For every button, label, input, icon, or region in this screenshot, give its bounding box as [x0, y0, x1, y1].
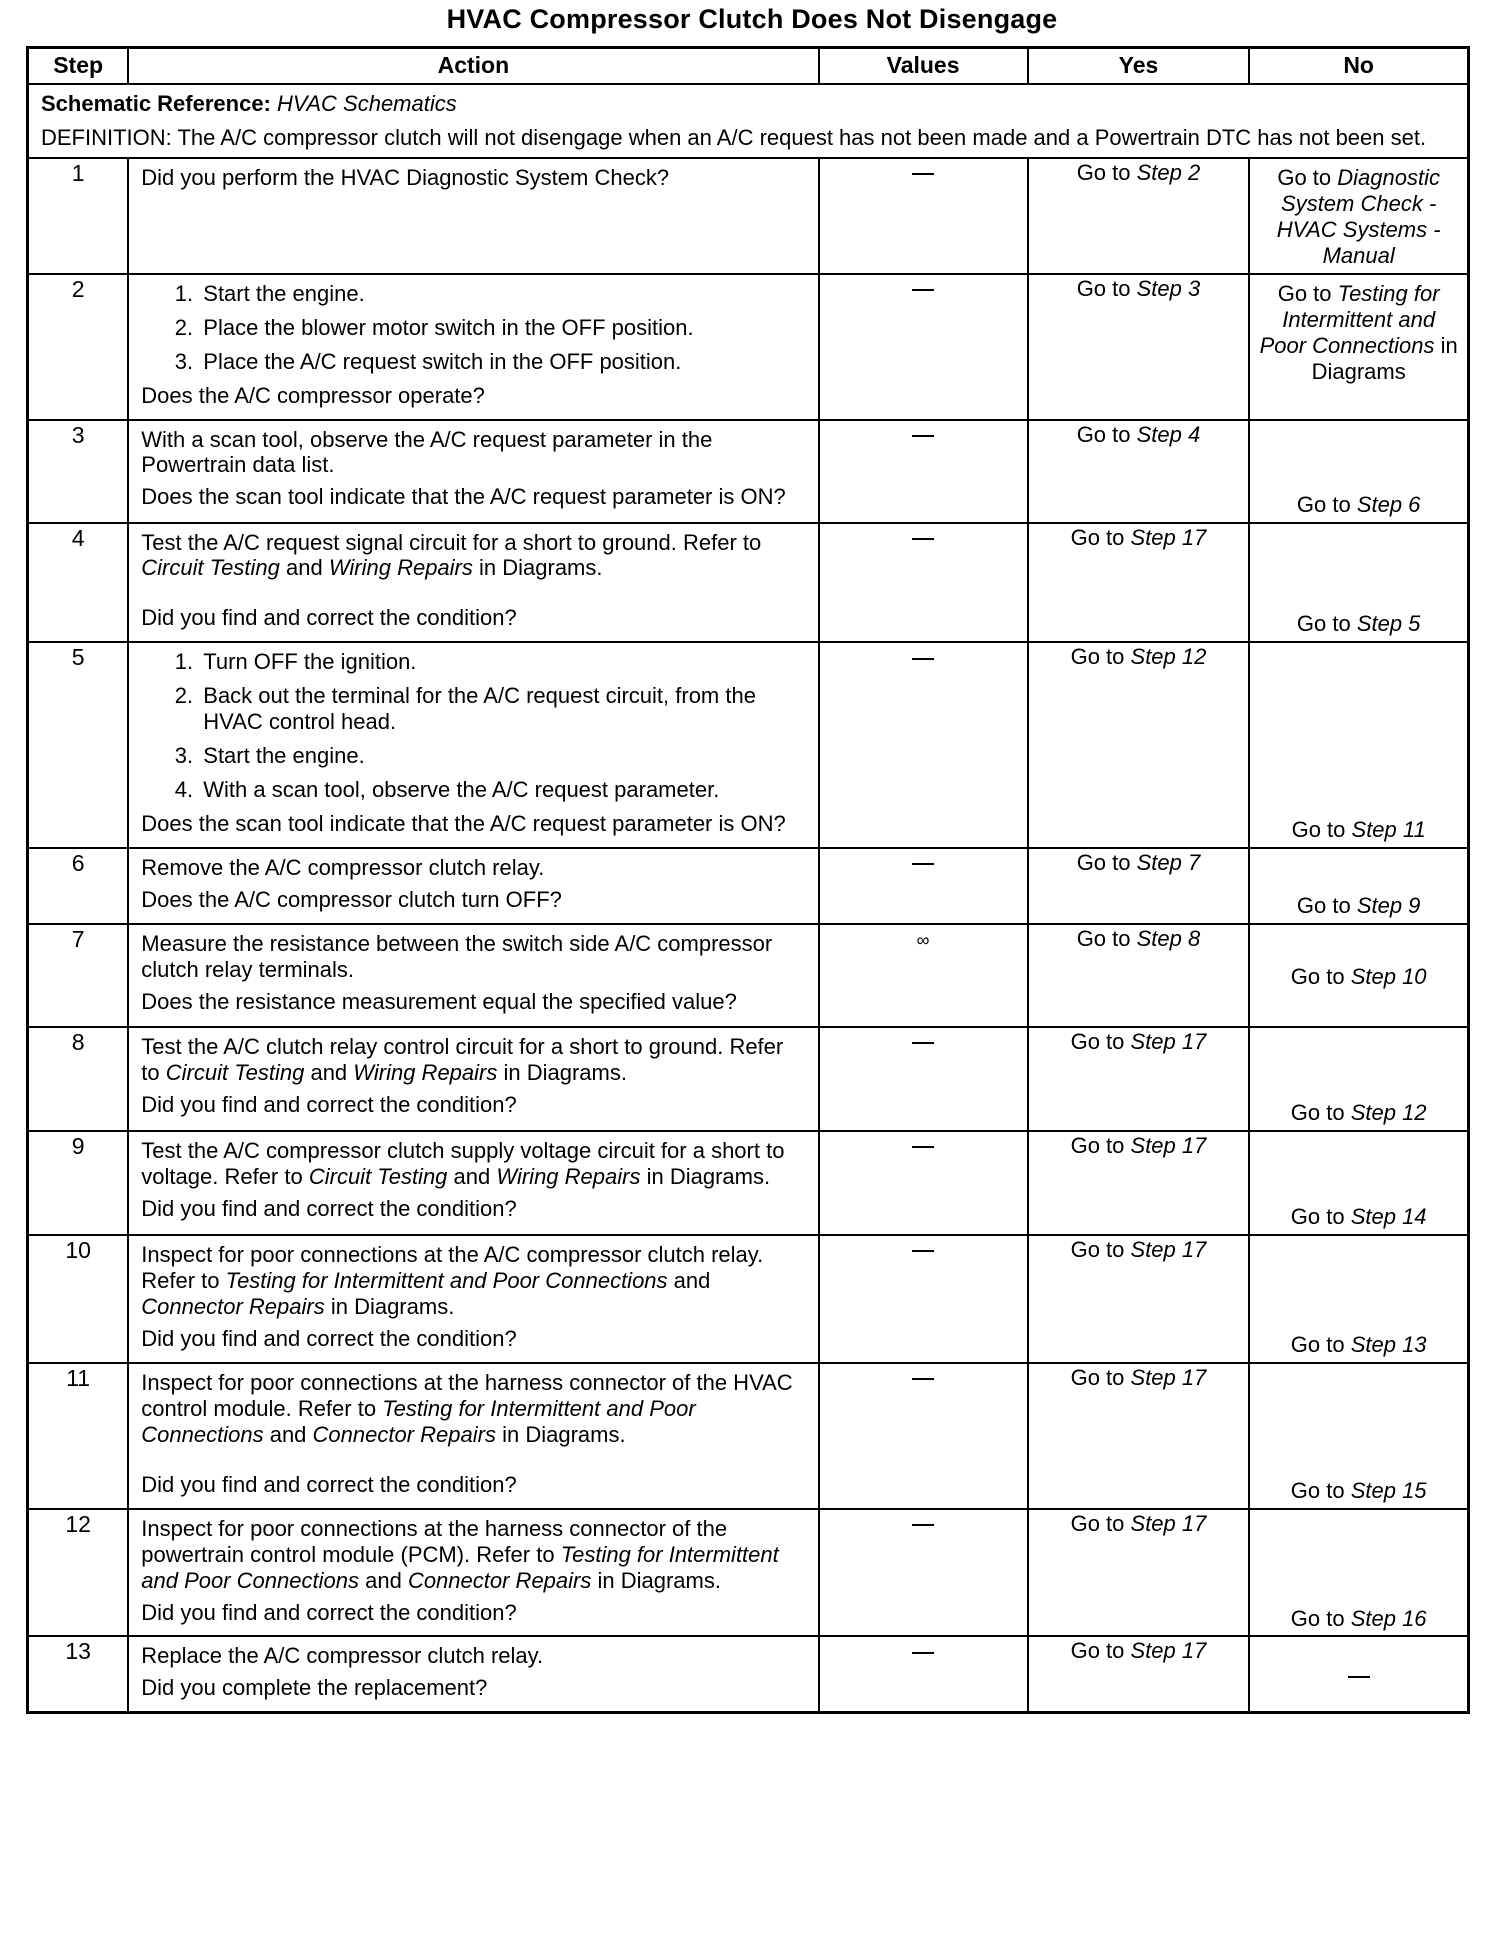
yes-cell[interactable] [1028, 642, 1250, 848]
dash-mark [912, 863, 934, 865]
dash-mark [912, 538, 934, 540]
action-cell [128, 523, 818, 643]
dash-mark [912, 1378, 934, 1380]
no-step-link[interactable]: Step 13 [1350, 1331, 1427, 1357]
wiring-repairs-link[interactable]: Wiring Repairs [328, 555, 473, 581]
circuit-testing-link[interactable]: Circuit Testing [165, 1059, 305, 1085]
action-question: Did you find and correct the condition? [141, 1599, 517, 1625]
values-cell [819, 1636, 1028, 1712]
go-to-text: Go to [1277, 164, 1332, 190]
table-row [28, 274, 1469, 420]
yes-step-link[interactable]: Step 12 [1130, 644, 1207, 670]
action-question: Does the A/C compressor clutch turn OFF? [141, 887, 562, 913]
go-to-text: Go to [1076, 159, 1131, 185]
no-step-link[interactable]: Step 16 [1350, 1605, 1427, 1631]
schematic-reference-link[interactable]: HVAC Schematics [277, 91, 457, 116]
table-row [28, 1636, 1469, 1712]
values-cell [819, 642, 1028, 848]
action-cell [128, 158, 818, 274]
action-text: Remove the A/C compressor clutch relay. [141, 855, 545, 881]
yes-cell[interactable] [1028, 420, 1250, 523]
values-cell [819, 1509, 1028, 1637]
go-to-text: Go to [1290, 1477, 1345, 1503]
yes-cell[interactable] [1028, 523, 1250, 643]
dash-mark [912, 1146, 934, 1148]
schematic-reference [41, 91, 1455, 117]
action-text-main: Test the A/C request signal circuit for a short to ground. [141, 529, 677, 555]
action-question: Did you complete the replacement? [141, 1675, 488, 1701]
go-to-text: Go to [1076, 275, 1131, 301]
go-to-text: Go to [1070, 1029, 1125, 1055]
header-no: No [1249, 48, 1468, 85]
diagnostic-table [26, 46, 1470, 1714]
table-row [28, 1027, 1469, 1131]
yes-step-link[interactable]: Step 17 [1130, 1364, 1207, 1390]
table-row [28, 523, 1469, 643]
connector-repairs-link[interactable]: Connector Repairs [407, 1567, 592, 1593]
circuit-testing-link[interactable]: Circuit Testing [141, 555, 280, 581]
go-to-text: Go to [1296, 611, 1351, 637]
yes-cell[interactable] [1028, 1027, 1250, 1131]
action-cell [128, 1131, 818, 1235]
action-text: With a scan tool, observe the A/C request parameter in the Powertrain data list. [141, 426, 713, 478]
no-step-link[interactable]: Step 6 [1356, 491, 1421, 517]
table-row [28, 848, 1469, 924]
yes-step-link[interactable]: Step 17 [1130, 524, 1207, 550]
no-cell[interactable] [1249, 274, 1468, 420]
yes-cell[interactable] [1028, 924, 1250, 1027]
action-text-main: Test the A/C clutch relay control circuit for a short to ground. [141, 1034, 724, 1060]
step-number: 9 [28, 1131, 129, 1235]
refer-to-text: Refer to [141, 1267, 220, 1293]
table-row [28, 158, 1469, 274]
step-number: 1 [28, 158, 129, 274]
no-cell[interactable] [1249, 158, 1468, 274]
yes-step-link[interactable]: Step 8 [1136, 926, 1201, 952]
dash-mark [912, 289, 934, 291]
no-cell[interactable] [1249, 420, 1468, 523]
header-row [28, 48, 1469, 85]
action-text [141, 1516, 805, 1594]
step-number: 8 [28, 1027, 129, 1131]
yes-step-link[interactable]: Step 17 [1130, 1133, 1207, 1159]
yes-step-link[interactable]: Step 17 [1130, 1510, 1207, 1536]
action-question: Does the resistance measurement equal the specified value? [141, 988, 737, 1014]
dash-mark [1348, 1676, 1370, 1678]
spacer [141, 1454, 805, 1472]
step-number: 11 [28, 1363, 129, 1509]
infinity-value: ∞ [916, 930, 930, 951]
values-cell [819, 1363, 1028, 1509]
action-text: Measure the resistance between the switch side A/C compressor clutch relay terminals. [141, 931, 773, 982]
circuit-testing-link[interactable]: Circuit Testing [308, 1163, 448, 1189]
dash-mark [912, 435, 934, 437]
substep-item: 4. With a scan tool, observe the A/C request parameter. [199, 777, 805, 803]
go-to-text: Go to [1290, 1204, 1345, 1230]
no-cell[interactable] [1249, 523, 1468, 643]
substep-item: 2. Back out the terminal for the A/C request circuit, from the HVAC control head. [199, 683, 805, 735]
yes-step-link[interactable]: Step 4 [1136, 421, 1201, 447]
action-question: Does the A/C compressor operate? [141, 382, 485, 408]
go-to-text: Go to [1070, 1133, 1125, 1159]
action-question: Did you perform the HVAC Diagnostic System Check? [141, 164, 670, 190]
in-diagrams-text: in Diagrams. [646, 1163, 771, 1189]
yes-step-link[interactable]: Step 2 [1136, 159, 1201, 185]
table-row [28, 1235, 1469, 1363]
substep-item: 1. Start the engine. [199, 281, 805, 307]
action-text-main: Test the A/C compressor clutch supply voltage circuit for a short to voltage. [141, 1138, 785, 1189]
wiring-repairs-link[interactable]: Wiring Repairs [496, 1163, 641, 1189]
connector-repairs-link[interactable]: Connector Repairs [141, 1293, 325, 1319]
step-number: 12 [28, 1509, 129, 1637]
in-diagrams-text: in Diagrams. [597, 1567, 721, 1593]
refer-to-text: Refer to [476, 1541, 555, 1567]
action-question: Does the scan tool indicate that the A/C request parameter is ON? [141, 484, 786, 510]
no-cell[interactable] [1249, 642, 1468, 848]
values-cell [819, 1027, 1028, 1131]
action-cell [128, 274, 818, 420]
testing-intermittent-link[interactable]: Testing for Intermittent and Poor Connections [225, 1267, 668, 1293]
go-to-text: Go to [1070, 1510, 1125, 1536]
and-text: and [269, 1421, 307, 1447]
go-to-text: Go to [1076, 850, 1131, 876]
and-text: and [453, 1163, 491, 1189]
step-number: 4 [28, 523, 129, 643]
yes-step-link[interactable]: Step 3 [1136, 275, 1201, 301]
action-text-main: Inspect for poor connections at the harness connector of the powertrain control module (PCM). [141, 1515, 728, 1567]
action-cell [128, 1636, 818, 1712]
values-cell [819, 274, 1028, 420]
page-title: HVAC Compressor Clutch Does Not Disengage [446, 4, 1058, 34]
dash-mark [912, 173, 934, 175]
go-to-text: Go to [1291, 817, 1346, 843]
substep-item: 3. Start the engine. [199, 743, 805, 769]
action-text [141, 1034, 805, 1086]
no-cell[interactable] [1249, 848, 1468, 924]
no-cell [1249, 1636, 1468, 1712]
yes-cell[interactable] [1028, 1131, 1250, 1235]
yes-cell[interactable] [1028, 1509, 1250, 1637]
substep-item: 1. Turn OFF the ignition. [199, 649, 805, 675]
header-action: Action [128, 48, 818, 85]
action-cell [128, 924, 818, 1027]
connector-repairs-link[interactable]: Connector Repairs [312, 1421, 496, 1447]
go-to-text: Go to [1070, 524, 1125, 550]
yes-cell[interactable] [1028, 158, 1250, 274]
no-step-link[interactable]: Step 9 [1356, 893, 1421, 919]
table-row [28, 924, 1469, 1027]
table-row [28, 642, 1469, 848]
testing-intermittent-link[interactable]: Testing for Intermittent and Poor Connections [141, 1395, 696, 1447]
action-question: Did you find and correct the condition? [141, 605, 517, 631]
and-text: and [310, 1059, 348, 1085]
step-number: 5 [28, 642, 129, 848]
no-step-link[interactable]: Step 15 [1350, 1477, 1427, 1503]
no-cell[interactable] [1249, 1131, 1468, 1235]
header-values: Values [819, 48, 1028, 85]
go-to-text: Go to [1290, 1100, 1345, 1126]
values-cell [819, 848, 1028, 924]
and-text: and [285, 555, 323, 581]
go-to-text: Go to [1076, 926, 1131, 952]
dash-mark [912, 1652, 934, 1654]
values-cell [819, 420, 1028, 523]
action-cell [128, 848, 818, 924]
step-number: 13 [28, 1636, 129, 1712]
yes-cell[interactable] [1028, 1235, 1250, 1363]
values-cell [819, 523, 1028, 643]
go-to-text: Go to [1277, 280, 1332, 306]
dash-mark [912, 1524, 934, 1526]
table-row [28, 420, 1469, 523]
definition-text: DEFINITION: The A/C compressor clutch will not disengage when an A/C request has not been made and a Powertrain DTC has not been set. [41, 124, 1427, 150]
yes-step-link[interactable]: Step 17 [1130, 1638, 1207, 1664]
reference-row [28, 84, 1469, 158]
spacer [141, 587, 805, 605]
yes-step-link[interactable]: Step 17 [1130, 1029, 1207, 1055]
in-diagrams-text: in Diagrams. [503, 1059, 627, 1085]
no-cell[interactable] [1249, 1509, 1468, 1637]
values-cell [819, 158, 1028, 274]
no-suffix-in: in [1440, 332, 1458, 358]
go-to-text: Go to [1296, 491, 1351, 517]
action-text: Replace the A/C compressor clutch relay. [141, 1643, 544, 1669]
go-to-text: Go to [1290, 963, 1345, 989]
testing-intermittent-link[interactable]: Testing for Intermittent and Poor Connections [141, 1541, 779, 1593]
go-to-text: Go to [1290, 1331, 1345, 1357]
in-diagrams-text: in Diagrams. [502, 1421, 626, 1447]
go-to-text: Go to [1076, 421, 1131, 447]
action-text [141, 530, 805, 582]
substep-item: 2. Place the blower motor switch in the OFF position. [199, 315, 805, 341]
action-cell [128, 420, 818, 523]
table-row [28, 1363, 1469, 1509]
no-step-link[interactable]: Step 5 [1356, 611, 1421, 637]
action-text-main: Inspect for poor connections at the A/C compressor clutch relay. [141, 1242, 764, 1268]
no-step-link[interactable]: Step 14 [1350, 1204, 1427, 1230]
go-to-text: Go to [1070, 1638, 1125, 1664]
no-cell[interactable] [1249, 924, 1468, 1027]
no-step-link[interactable]: Step 10 [1350, 963, 1427, 989]
go-to-text: Go to [1070, 644, 1125, 670]
refer-to-text: Refer to [683, 529, 762, 555]
and-text: and [365, 1567, 402, 1593]
values-cell [819, 924, 1028, 1027]
refer-to-text: Refer to [297, 1395, 377, 1421]
action-question: Did you find and correct the condition? [141, 1471, 517, 1497]
no-cell[interactable] [1249, 1235, 1468, 1363]
yes-cell[interactable] [1028, 848, 1250, 924]
yes-step-link[interactable]: Step 17 [1130, 1237, 1207, 1263]
action-cell [128, 1363, 818, 1509]
header-yes: Yes [1028, 48, 1250, 85]
refer-to-text: Refer to [224, 1163, 303, 1189]
header-step: Step [28, 48, 129, 85]
in-diagrams-text: in Diagrams. [330, 1293, 455, 1319]
substep-list [141, 281, 805, 375]
substep-list [141, 649, 805, 803]
substep-item: 3. Place the A/C request switch in the OFF position. [199, 349, 805, 375]
no-suffix-diagrams: Diagrams [1311, 358, 1406, 384]
reference-cell [28, 84, 1469, 158]
dash-mark [912, 658, 934, 660]
action-question: Did you find and correct the condition? [141, 1325, 517, 1351]
go-to-text: Go to [1290, 1605, 1345, 1631]
no-step-link[interactable]: Step 12 [1350, 1100, 1427, 1126]
no-step-link[interactable]: Step 11 [1351, 817, 1426, 843]
no-link[interactable]: Diagnostic System Check - HVAC Systems - Manual [1276, 164, 1441, 268]
action-question: Did you find and correct the condition? [141, 1195, 517, 1221]
go-to-text: Go to [1070, 1364, 1125, 1390]
no-link[interactable]: Testing for Intermittent and Poor Connections [1259, 280, 1440, 358]
action-cell [128, 1509, 818, 1637]
action-question: Does the scan tool indicate that the A/C request parameter is ON? [141, 811, 786, 837]
values-cell [819, 1131, 1028, 1235]
step-number: 10 [28, 1235, 129, 1363]
action-text [141, 1138, 805, 1190]
action-question: Did you find and correct the condition? [141, 1091, 517, 1117]
no-cell[interactable] [1249, 1027, 1468, 1131]
and-text: and [673, 1267, 711, 1293]
go-to-text: Go to [1070, 1237, 1125, 1263]
action-cell [128, 1235, 818, 1363]
step-number: 2 [28, 274, 129, 420]
refer-to-text: Refer to [141, 1034, 784, 1085]
table-row [28, 1509, 1469, 1637]
dash-mark [912, 1042, 934, 1044]
wiring-repairs-link[interactable]: Wiring Repairs [353, 1059, 498, 1085]
yes-cell[interactable] [1028, 274, 1250, 420]
action-cell [128, 1027, 818, 1131]
step-number: 6 [28, 848, 129, 924]
values-cell [819, 1235, 1028, 1363]
action-text [141, 1370, 805, 1448]
step-number: 7 [28, 924, 129, 1027]
action-cell [128, 642, 818, 848]
yes-step-link[interactable]: Step 7 [1136, 850, 1201, 876]
no-cell[interactable] [1249, 1363, 1468, 1509]
yes-cell[interactable] [1028, 1363, 1250, 1509]
in-diagrams-text: in Diagrams. [479, 555, 603, 581]
yes-cell[interactable] [1028, 1636, 1250, 1712]
dash-mark [912, 1250, 934, 1252]
action-text-main: Inspect for poor connections at the harness connector of the HVAC control module. [141, 1369, 793, 1421]
schematic-reference-label: Schematic Reference: [41, 91, 271, 116]
go-to-text: Go to [1296, 893, 1351, 919]
table-row [28, 1131, 1469, 1235]
step-number: 3 [28, 420, 129, 523]
action-text [141, 1242, 805, 1320]
